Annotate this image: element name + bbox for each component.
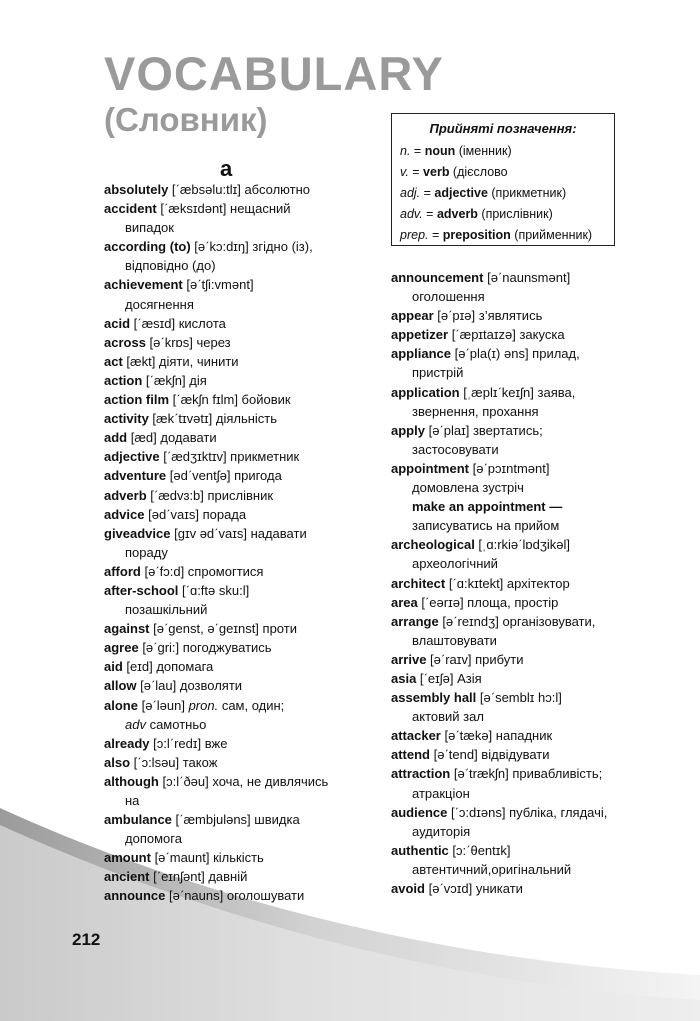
entry-word: appear bbox=[391, 308, 434, 324]
entry-continuation bbox=[104, 218, 354, 237]
vocabulary-entry bbox=[104, 810, 354, 848]
entry-word: asia bbox=[391, 670, 417, 686]
entry-word: allow bbox=[104, 678, 137, 694]
entry-word: arrange bbox=[391, 613, 439, 629]
entry-transcription-translation: [əˊsemblɪ hɔ:l] bbox=[476, 690, 562, 706]
entry-transcription-translation: [ˊeɪʃə] Азія bbox=[416, 670, 482, 686]
entry-transcription-translation: [ˊɑ:kɪtekt] архітектор bbox=[445, 575, 570, 591]
entry-transcription-translation: [əˊgri:] погоджуватись bbox=[138, 640, 272, 656]
entry-transcription-translation: [ɔ:lˊredɪ] вже bbox=[149, 735, 228, 751]
vocabulary-entry bbox=[391, 535, 651, 573]
vocabulary-entry bbox=[391, 574, 651, 593]
entry-transcription-translation: [əˊpɪə] з’являтись bbox=[433, 308, 543, 324]
vocabulary-entry bbox=[104, 409, 354, 428]
vocabulary-entry bbox=[104, 772, 354, 810]
entry-transcription-translation: [əˊgenst, əˊgeɪnst] проти bbox=[149, 621, 297, 637]
entry-part-of-speech: pron. bbox=[188, 697, 219, 713]
entry-part-of-speech: adv bbox=[125, 716, 146, 732]
legend-equals: = bbox=[420, 186, 435, 200]
vocabulary-entry bbox=[104, 390, 354, 409]
entry-word: act bbox=[104, 353, 123, 369]
entry-word: audience bbox=[391, 804, 448, 820]
entry-word: application bbox=[391, 384, 460, 400]
vocabulary-entry bbox=[104, 524, 354, 562]
vocabulary-entry bbox=[104, 428, 354, 447]
entry-continuation bbox=[391, 402, 651, 421]
entry-continuation bbox=[391, 707, 651, 726]
vocabulary-entry bbox=[104, 466, 354, 485]
vocabulary-entry bbox=[104, 237, 354, 275]
vocabulary-entry bbox=[391, 421, 651, 459]
entry-phrase: make an appointment — bbox=[412, 499, 563, 515]
vocabulary-entry bbox=[104, 562, 354, 581]
vocabulary-entry bbox=[104, 848, 354, 867]
entry-continuation-text: домовлена зустріч bbox=[412, 480, 524, 496]
entry-continuation bbox=[104, 791, 354, 810]
entry-transcription-translation: [ədˊvaɪs] порада bbox=[144, 506, 247, 522]
entry-transcription-translation: [ˊɑ:ftə sku:l] bbox=[178, 582, 250, 598]
entry-transcription-translation: [əˊtækə] нападник bbox=[440, 728, 553, 744]
vocabulary-entry bbox=[391, 459, 651, 535]
legend-term: adverb bbox=[436, 207, 478, 221]
entry-transcription-translation: [ˊækʃn] дія bbox=[142, 372, 207, 388]
entry-word: amount bbox=[104, 850, 151, 866]
legend-abbr: v. bbox=[400, 165, 409, 179]
entry-word: appetizer bbox=[391, 327, 449, 343]
entry-word: announcement bbox=[391, 270, 484, 285]
entry-continuation bbox=[391, 784, 651, 803]
vocabulary-entry bbox=[104, 505, 354, 524]
vocabulary-entry bbox=[391, 325, 651, 344]
entry-transcription-translation: [ˊædvɜ:b] прислівник bbox=[146, 487, 274, 503]
vocabulary-entry bbox=[391, 612, 651, 650]
vocabulary-entry bbox=[391, 841, 651, 879]
legend-translation: (прислівник) bbox=[477, 207, 553, 221]
vocabulary-entry bbox=[104, 352, 354, 371]
vocabulary-entry bbox=[391, 688, 651, 726]
legend-row bbox=[400, 141, 614, 162]
legend-equals: = bbox=[428, 228, 443, 242]
entry-transcription-translation: [əˊplaɪ] звертатись; bbox=[424, 422, 543, 438]
entry-continuation-text: атракціон bbox=[412, 785, 470, 801]
entry-word: against bbox=[104, 621, 150, 637]
legend-row bbox=[400, 183, 614, 204]
legend-translation: (прикметник) bbox=[487, 186, 567, 200]
vocabulary-entry bbox=[104, 199, 354, 237]
entry-transcription-translation: [əˊləun] bbox=[137, 697, 189, 713]
entry-word: adverb bbox=[104, 487, 147, 503]
entry-transcription-translation: [ˊækʃn fɪlm] бойовик bbox=[169, 392, 291, 408]
entry-continuation-text: допомога bbox=[125, 831, 182, 847]
entry-word: ancient bbox=[104, 869, 150, 885]
entry-continuation-text: автентичний,оригінальний bbox=[412, 861, 572, 877]
entry-continuation-text: оголошення bbox=[412, 289, 485, 305]
entry-continuation bbox=[391, 478, 651, 497]
legend-equals: = bbox=[422, 207, 437, 221]
entry-word: advice bbox=[104, 506, 145, 522]
entry-word: also bbox=[104, 754, 131, 770]
vocabulary-entry bbox=[391, 344, 651, 382]
legend-abbr: n. bbox=[400, 144, 411, 158]
entry-word: attraction bbox=[391, 766, 451, 782]
entry-transcription-translation: [ɔ:ˊθentɪk] bbox=[448, 842, 511, 858]
entry-transcription-translation: [əˊfɔ:d] спромогтися bbox=[140, 563, 264, 579]
entry-transcription-translation: [ˊædʒɪktɪv] прикметник bbox=[159, 449, 300, 465]
vocabulary-entry bbox=[104, 696, 354, 734]
legend-equals: = bbox=[408, 165, 424, 179]
entry-transcription-translation: [ˌæplɪˊkeɪʃn] заява, bbox=[459, 384, 576, 400]
entry-transcription-translation: [əˊkrɒs] через bbox=[145, 334, 231, 350]
legend-abbr: prep. bbox=[400, 228, 429, 242]
entry-transcription-translation: [ˌɑ:rkiəˊlɒdʒikəl] bbox=[474, 537, 571, 553]
entry-transcription-translation: [ˊæpɪtaɪzə] закуска bbox=[448, 327, 565, 343]
page-number: 212 bbox=[72, 930, 101, 949]
entry-continuation-text: на bbox=[125, 793, 140, 808]
entry-word: architect bbox=[391, 575, 446, 591]
legend-term: verb bbox=[423, 165, 450, 179]
entry-transcription-translation: [əˊvɔɪd] уникати bbox=[424, 881, 523, 896]
abbreviations-legend bbox=[391, 113, 615, 246]
vocabulary-entry bbox=[104, 486, 354, 505]
vocabulary-entry bbox=[104, 314, 354, 333]
entry-continuation-text: позашкільний bbox=[125, 602, 208, 618]
entry-transcription-translation: [æd] додавати bbox=[127, 430, 217, 446]
entry-word: achievement bbox=[104, 277, 183, 293]
entry-transcription-translation: [ɔ:lˊðəu] хоча, не дивлячись bbox=[158, 773, 329, 789]
entry-word: announce bbox=[104, 888, 166, 904]
entry-continuation-text: відповідно (до) bbox=[125, 258, 216, 274]
entry-word: authentic bbox=[391, 842, 449, 858]
entry-transcription-translation: [ˊæmbjuləns] швидка bbox=[171, 812, 300, 828]
entry-word: adjective bbox=[104, 449, 160, 465]
entry-transcription-translation: [əˊreɪndʒ] організовувати, bbox=[438, 613, 596, 629]
vocabulary-entry bbox=[104, 619, 354, 638]
vocabulary-column-left bbox=[104, 180, 354, 906]
entry-word: absolutely bbox=[104, 182, 169, 197]
legend-row bbox=[400, 204, 614, 225]
entry-word: adventure bbox=[104, 468, 167, 484]
legend-title: Прийняті позначення: bbox=[429, 121, 577, 136]
entry-transcription-translation: [ˊɔ:lsəu] також bbox=[130, 754, 218, 770]
entry-translation: сам, один; bbox=[218, 697, 285, 713]
entry-continuation-text: досягнення bbox=[125, 296, 194, 312]
entry-word: action bbox=[104, 372, 143, 388]
entry-transcription-translation: [əˊtrækʃn] привабливість; bbox=[450, 766, 603, 782]
legend-term: adjective bbox=[434, 186, 488, 200]
legend-abbr: adj. bbox=[400, 186, 421, 200]
entry-transcription-translation: [əˊnauns] оголошувати bbox=[165, 888, 305, 904]
entry-transcription-translation: [ˊæbsəlu:tlɪ] абсолютно bbox=[168, 182, 310, 197]
entry-continuation bbox=[391, 363, 651, 382]
entry-continuation bbox=[391, 822, 651, 841]
vocabulary-entry bbox=[104, 753, 354, 772]
entry-continuation-text: пораду bbox=[125, 544, 168, 560]
vocabulary-entry bbox=[104, 657, 354, 676]
entry-continuation bbox=[391, 554, 651, 573]
entry-continuation bbox=[391, 287, 651, 306]
entry-transcription-translation: [ˊɔ:dɪəns] публіка, глядачі, bbox=[447, 804, 608, 820]
entry-continuation-text: влаштовувати bbox=[412, 632, 497, 648]
legend-translation: (іменник) bbox=[455, 144, 512, 158]
entry-continuation bbox=[104, 256, 354, 275]
vocabulary-entry bbox=[104, 180, 354, 199]
entry-transcription-translation: [əˊtʃi:vmənt] bbox=[182, 277, 254, 293]
entry-word: agree bbox=[104, 640, 139, 656]
entry-continuation bbox=[391, 631, 651, 650]
vocabulary-entry bbox=[104, 333, 354, 352]
entry-continuation-text: випадок bbox=[125, 220, 174, 236]
entry-word: appointment bbox=[391, 460, 469, 476]
entry-word: activity bbox=[104, 411, 149, 427]
legend-equals: = bbox=[410, 144, 425, 158]
legend-translation: (прийменник) bbox=[510, 228, 593, 242]
entry-word: arrive bbox=[391, 651, 427, 667]
page-title: VOCABULARY bbox=[104, 47, 444, 100]
entry-transcription-translation: [əˊmaunt] кількість bbox=[150, 850, 264, 866]
entry-transcription-translation: [əˊtend] відвідувати bbox=[430, 747, 550, 763]
entry-word: aid bbox=[104, 659, 123, 675]
vocabulary-entry bbox=[391, 745, 651, 764]
vocabulary-entry bbox=[391, 669, 651, 688]
entry-phrase-translation: записуватись на прийом bbox=[412, 518, 560, 534]
entry-continuation bbox=[391, 440, 651, 459]
vocabulary-entry bbox=[391, 726, 651, 745]
entry-word: giveadvice bbox=[104, 525, 171, 541]
vocabulary-entry bbox=[104, 867, 354, 886]
vocabulary-entry bbox=[104, 275, 354, 313]
entry-transcription-translation: [əˊraɪv] прибути bbox=[426, 651, 524, 667]
entry-word: acid bbox=[104, 315, 131, 331]
vocabulary-entry bbox=[391, 764, 651, 802]
vocabulary-entry bbox=[104, 734, 354, 753]
entry-word: afford bbox=[104, 563, 141, 579]
vocabulary-entry bbox=[391, 593, 651, 612]
entry-transcription-translation: [əˊkɔ:dɪŋ] згідно (із), bbox=[190, 239, 313, 255]
entry-continuation bbox=[104, 715, 354, 734]
entry-word: assembly hall bbox=[391, 690, 477, 706]
entry-word: according (to) bbox=[104, 239, 191, 255]
entry-word: archeological bbox=[391, 537, 475, 553]
section-letter: a bbox=[220, 156, 233, 181]
entry-word: alone bbox=[104, 697, 138, 713]
entry-word: avoid bbox=[391, 881, 425, 896]
entry-word: action film bbox=[104, 392, 170, 408]
vocabulary-entry bbox=[391, 879, 651, 898]
entry-transcription-translation: [əˊnaunsmənt] bbox=[483, 270, 571, 285]
entry-word: although bbox=[104, 773, 159, 789]
vocabulary-column-right bbox=[391, 268, 651, 898]
vocabulary-entry bbox=[104, 371, 354, 390]
entry-continuation-text: актовий зал bbox=[412, 709, 484, 725]
entry-continuation bbox=[104, 600, 354, 619]
entry-word: apply bbox=[391, 422, 425, 438]
entry-transcription-translation: [ədˊventʃə] пригода bbox=[166, 468, 282, 484]
legend-rows bbox=[400, 141, 614, 246]
entry-word: attacker bbox=[391, 728, 441, 744]
legend-row bbox=[400, 225, 614, 246]
entry-continuation-text: археологічний bbox=[412, 556, 498, 572]
entry-word: appliance bbox=[391, 346, 451, 362]
entry-transcription-translation: [əˊpɔɪntmənt] bbox=[469, 460, 550, 476]
entry-transcription-translation: [əˊpla(ɪ) əns] прилад, bbox=[450, 346, 580, 362]
entry-continuation-text: самотньо bbox=[145, 716, 207, 732]
vocabulary-entry bbox=[391, 650, 651, 669]
entry-word: area bbox=[391, 594, 418, 610]
entry-continuation-text: звернення, прохання bbox=[412, 403, 539, 419]
entry-transcription-translation: [gɪv ədˊvaɪs] надавати bbox=[170, 525, 307, 541]
entry-word: ambulance bbox=[104, 812, 172, 828]
entry-transcription-translation: [eɪd] допомага bbox=[122, 659, 214, 675]
legend-row bbox=[400, 162, 614, 183]
vocabulary-entry bbox=[104, 447, 354, 466]
entry-transcription-translation: [ækˊtɪvətɪ] діяльність bbox=[148, 411, 278, 427]
entry-continuation bbox=[104, 295, 354, 314]
entry-transcription-translation: [ækt] діяти, чинити bbox=[122, 353, 239, 369]
entry-transcription-translation: [ˊæksɪdənt] нещасний bbox=[156, 201, 291, 217]
entry-continuation bbox=[391, 860, 651, 879]
entry-word: across bbox=[104, 334, 146, 350]
entry-word: accident bbox=[104, 201, 157, 217]
vocabulary-entry bbox=[104, 886, 354, 905]
legend-term: preposition bbox=[442, 228, 511, 242]
entry-transcription-translation: [ˊeɪnʃənt] давній bbox=[149, 869, 248, 885]
vocabulary-entry bbox=[104, 638, 354, 657]
vocabulary-entry bbox=[391, 306, 651, 325]
page-subtitle: (Словник) bbox=[104, 101, 268, 138]
entry-continuation-text: аудиторія bbox=[412, 823, 471, 839]
entry-continuation-text: застосовувати bbox=[412, 441, 499, 457]
entry-continuation bbox=[104, 829, 354, 848]
vocabulary-entry bbox=[391, 383, 651, 421]
legend-term: noun bbox=[424, 144, 456, 158]
entry-continuation bbox=[104, 543, 354, 562]
vocabulary-entry bbox=[391, 803, 651, 841]
legend-translation: (дієслово bbox=[449, 165, 508, 179]
vocabulary-entry bbox=[104, 676, 354, 695]
legend-abbr: adv. bbox=[400, 207, 423, 221]
entry-word: add bbox=[104, 430, 128, 446]
vocabulary-entry bbox=[104, 581, 354, 619]
entry-word: attend bbox=[391, 747, 430, 763]
entry-word: after-school bbox=[104, 582, 179, 598]
vocabulary-entry bbox=[391, 268, 651, 306]
entry-continuation-text: пристрій bbox=[412, 365, 464, 381]
entry-transcription-translation: [ˊæsɪd] кислота bbox=[130, 315, 226, 331]
entry-transcription-translation: [ˊeərɪə] площа, простір bbox=[417, 594, 559, 610]
entry-transcription-translation: [əˊlau] дозволяти bbox=[136, 678, 243, 694]
entry-word: already bbox=[104, 735, 150, 751]
